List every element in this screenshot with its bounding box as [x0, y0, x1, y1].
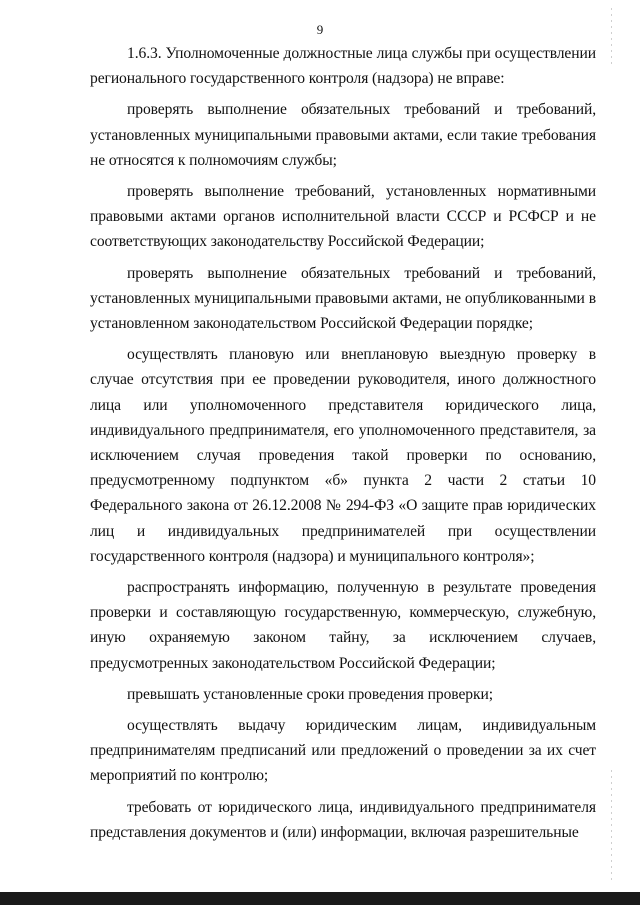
paragraph-check-ussr-acts: проверять выполнение требований, установленных нормативными правовыми актами органов исполнительной власти СССР и РСФСР и не соответствующих законодательству Российской Федерации; [90, 183, 596, 251]
scan-bottom-band [0, 892, 640, 905]
paragraph-disclose-information: распространять информацию, полученную в результате проведения проверки и составляющую государственную, коммерческую, служебную, иную охраняемую законом тайну, за исключением случаев, предусмотренных законодательством Российской Федерации; [90, 579, 596, 672]
paragraph-inspection-without-representative: осуществлять плановую или внеплановую выездную проверку в случае отсутствия при ее проведении руководителя, иного должностного лица или уполномоченного представителя юридического лица, индивидуального предпринимателя, его уполномоченного представителя, за исключением случая проведения такой проверки по основанию, предусмотренному подпунктом «б» пункта 2 части 2 статьи 10 Федерального закона от 26.12.2008 № 294-ФЗ «О защите прав юридических лиц и индивидуальных предпринимателей при осуществлении государственного контроля (надзора) и муниципального контроля»; [90, 346, 596, 565]
paragraph-demand-documents: требовать от юридического лица, индивидуального предпринимателя представления документов и (или) информации, включая разрешительные [90, 798, 596, 841]
paragraph-issue-orders: осуществлять выдачу юридическим лицам, индивидуальным предпринимателям предписаний или предложений о проведении за их счет мероприятий по контролю; [90, 717, 596, 785]
document-body [90, 41, 596, 851]
paragraph-exceed-deadlines: превышать установленные сроки проведения проверки; [127, 685, 493, 703]
paragraph-1-6-3-heading: 1.6.3. Уполномоченные должностные лица службы при осуществлении регионального государственного контроля (надзора) не вправе: [90, 45, 596, 88]
scan-artifact-bottom [611, 770, 612, 880]
page-number: 9 [316, 22, 324, 37]
paragraph-check-municipal-requirements: проверять выполнение обязательных требований и требований, установленных муниципальными правовыми актами, если такие требования не относятся к полномочиям службы; [90, 101, 596, 169]
scan-artifact-top [611, 8, 612, 68]
paragraph-check-unpublished-acts: проверять выполнение обязательных требований и требований, установленных муниципальными правовыми актами, не опубликованными в установленном законодательством Российской Федерации порядке; [90, 264, 596, 333]
